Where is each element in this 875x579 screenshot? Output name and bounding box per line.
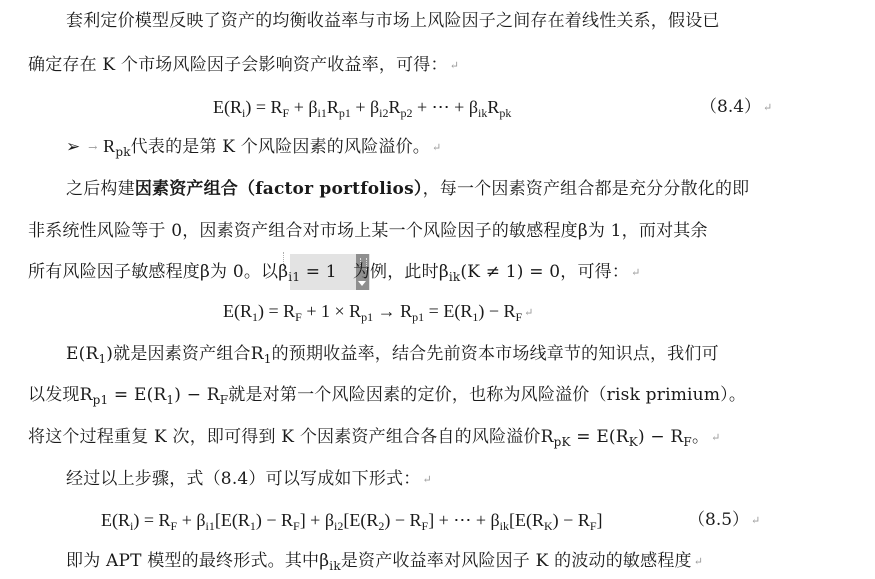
paragraph-2-line-1: 之后构建因素资产组合（factor portfolios），每一个因素资产组合都是充分分散化的即 [66, 179, 750, 199]
tab-arrow-icon: → [88, 140, 98, 154]
equation-8-5: $E(R_i) = R_F + \beta_{i1}[E(R_1) - R_F] + \beta_{i2}[E(R_2) - R_F]$ + ⋯ + $\beta_{ik}[E(R_K) - R_F]$ [101, 510, 603, 533]
equation-factor-portfolio: $E(R_1) = R_F + 1 \times R_{p1} \to R_{p1} = E(R_1) - R_F$ ↵ [223, 301, 534, 324]
paragraph-mark: ↵ [751, 513, 761, 527]
paragraph-mark: ↵ [711, 430, 721, 444]
paragraph-1-line-1: 套利定价模型反映了资产的均衡收益率与市场上风险因子之间存在着线性关系，假设已 [66, 11, 720, 31]
paragraph-2-line-2: 非系统性风险等于 0，因素资产组合对市场上某一个风险因子的敏感程度β为 1，而对其余 [28, 221, 708, 241]
paragraph-5: 即为 APT 模型的最终形式。其中$\beta_{ik}$是资产收益率对风险因子 K 的波动的敏感程度 ↵ [66, 551, 704, 573]
paragraph-mark: ↵ [693, 554, 704, 568]
paragraph-mark: ↵ [431, 140, 442, 154]
bullet-arrow-icon: ➢ [66, 137, 81, 157]
paragraph-3-line-2: 以发现$R_{p1} = E(R_1) - R_F$就是对第一个风险因素的定价，也称为风险溢价（risk primium）。 [28, 385, 747, 407]
paragraph-2-line-3: 所有风险因子敏感程度β为 0。以$\beta_{i1} = 1$ 为例，此时$\beta_{ik}(K \ne 1) = 0$，可得： ↵ [28, 262, 641, 284]
paragraph-3-line-1: $E(R_1)$就是因素资产组合$R_1$的预期收益率，结合先前资本市场线章节的知识点，我们可 [66, 344, 719, 366]
paragraph-mark: ↵ [449, 58, 460, 72]
paragraph-3-line-3: 将这个过程重复 K 次，即可得到 K 个因素资产组合各自的风险溢价$R_{pK} = E(R_K) - R_F$。 ↵ [28, 427, 721, 449]
paragraph-mark: ↵ [631, 265, 641, 279]
factor-portfolios-term: 因素资产组合（factor portfolios） [134, 179, 423, 199]
paragraph-mark: ↵ [422, 472, 432, 486]
bullet-item: ➢ → $R_{pk}$代表的是第 K 个风险因素的风险溢价。 ↵ [66, 136, 442, 159]
equation-number-8-4: （8.4） ↵ [700, 97, 773, 117]
paragraph-4: 经过以上步骤，式（8.4）可以写成如下形式： ↵ [66, 469, 432, 489]
equation-number-8-5: （8.5） ↵ [688, 510, 761, 530]
paragraph-1-line-2: 确定存在 K 个市场风险因子会影响资产收益率，可得： ↵ [28, 55, 460, 75]
paragraph-mark: ↵ [524, 306, 534, 319]
equation-8-4: $E(R_i) = R_F + \beta_{i1}R_{p1} + \beta_{i2}R_{p2}$ + ⋯ + $\beta_{ik}R_{pk}$ [213, 97, 512, 120]
paragraph-mark: ↵ [763, 100, 773, 114]
